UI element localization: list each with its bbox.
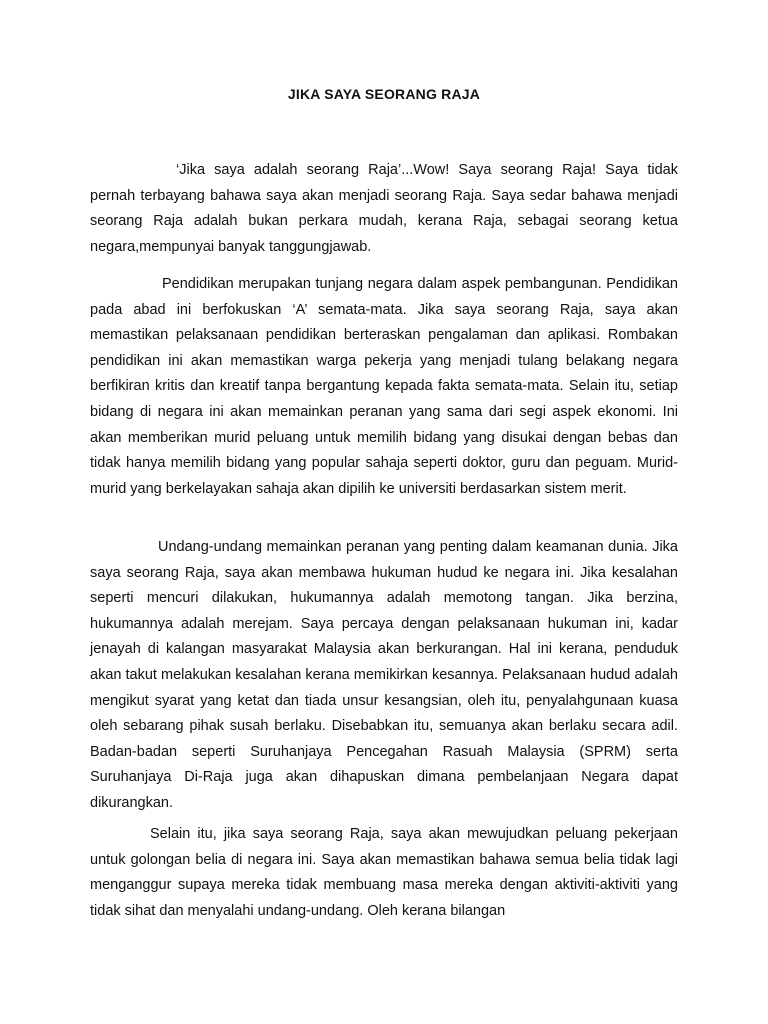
paragraph-intro: ‘Jika saya adalah seorang Raja’...Wow! Saya seorang Raja! Saya tidak pernah terbayang bahawa saya akan menjadi seorang Raja. Saya sedar bahawa menjadi seorang Raja adalah bukan perkara mudah, kerana Raja, sebagai seorang ketua negara,mempunyai banyak tanggungjawab. — [90, 162, 678, 255]
paragraph-pekerjaan: Selain itu, jika saya seorang Raja, saya akan mewujudkan peluang pekerjaan untuk golongan belia di negara ini. Saya akan memastikan bahawa semua belia tidak lagi menganggur supaya mereka tidak membuang masa mereka dengan aktiviti-aktiviti yang tidak sihat dan menyalahi undang-undang. Oleh kerana bilangan — [90, 826, 678, 919]
paragraph-undang-undang: Undang-undang memainkan peranan yang penting dalam keamanan dunia. Jika saya seorang Raja, saya akan membawa hukuman hudud ke negara ini. Jika kesalahan seperti mencuri dilakukan, hukumannya adalah memotong tangan. Jika berzina, hukumannya adalah merejam. Saya percaya dengan pelaksanaan hukuman ini, kadar jenayah di kalangan masyarakat Malaysia akan berkurangan. Hal ini kerana, penduduk akan takut melakukan kesalahan kerana memikirkan kesannya. Pelaksanaan hudud adalah mengikut syarat yang ketat dan tiada unsur kesangsian, oleh itu, penyalahgunaan kuasa oleh sebarang pihak susah berlaku. Disebabkan itu, semuanya akan berlaku secara adil. Badan-badan seperti Suruhanjaya Pencegahan Rasuah Malaysia (SPRM) serta Suruhanjaya Di-Raja juga akan dihapuskan dimana pembelanjaan Negara dapat dikurangkan. — [90, 539, 678, 811]
document-title: JIKA SAYA SEORANG RAJA — [287, 86, 481, 102]
paragraph-pendidikan: Pendidikan merupakan tunjang negara dalam aspek pembangunan. Pendidikan pada abad ini berfokuskan ‘A’ semata-mata. Jika saya seorang Raja, saya akan memastikan pelaksanaan pendidikan berteraskan pengalaman dan aplikasi. Rombakan pendidikan ini akan memastikan warga pekerja yang menjadi tulang belakang negara berfikiran kritis dan kreatif tanpa bergantung kepada fakta semata-mata. Selain itu, setiap bidang di negara ini akan memainkan peranan yang sama dari segi aspek ekonomi. Ini akan memberikan murid peluang untuk memilih bidang yang disukai dengan bebas dan tidak hanya memilih bidang yang popular sahaja seperti doktor, guru dan peguam. Murid-murid yang berkelayakan sahaja akan dipilih ke universiti berdasarkan sistem merit. — [90, 276, 678, 497]
